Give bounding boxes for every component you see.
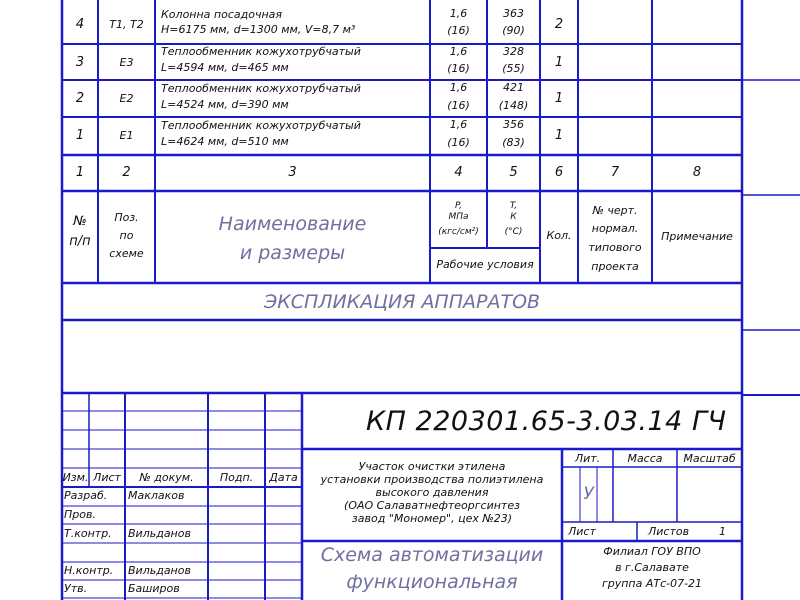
document-code: КП 220301.65-3.03.14 ГЧ: [366, 406, 727, 437]
stamp-person: Вильданов: [128, 564, 191, 577]
header-quantity: Кол.: [546, 229, 572, 242]
row-pressure: 1,6: [449, 118, 468, 131]
header-drawing: типового: [588, 241, 642, 254]
row-dims: L=4594 мм, d=465 мм: [161, 61, 289, 74]
stamp-role: Утв.: [64, 582, 88, 595]
stamp-col-date: Дата: [269, 471, 298, 484]
project-line: (ОАО Салаватнефтеоргсинтез: [344, 499, 520, 512]
header-num: п/п: [69, 234, 91, 249]
project-line: установки производства полиэтилена: [320, 473, 544, 486]
header-name: Наименование: [218, 213, 367, 235]
header-temperature: T,: [509, 201, 518, 211]
column-number: 6: [554, 165, 564, 180]
sheets-value: 1: [719, 525, 726, 538]
column-number: 2: [122, 165, 131, 180]
header-pressure: P,: [454, 201, 463, 211]
row-quantity: 1: [554, 91, 564, 106]
header-pressure: МПа: [448, 212, 469, 222]
header-position: по: [119, 229, 134, 242]
row-quantity: 1: [554, 55, 564, 70]
stamp-role: Разраб.: [64, 489, 108, 502]
row-pressure-kgf: (16): [447, 136, 470, 149]
header-temperature: К: [510, 212, 517, 222]
header-position: схеме: [109, 247, 144, 260]
organization: группа АТс-07-21: [601, 577, 703, 590]
drawing-title: Схема автоматизации: [320, 544, 544, 566]
organization: Филиал ГОУ ВПО: [603, 545, 701, 558]
lit-label: Лит.: [574, 452, 601, 465]
row-pressure: 1,6: [449, 7, 468, 20]
row-number: 2: [75, 91, 85, 106]
row-dims: L=4624 мм, d=510 мм: [161, 135, 289, 148]
scale-label: Масштаб: [683, 452, 736, 465]
header-drawing: № черт.: [592, 204, 638, 217]
header-num: №: [73, 214, 87, 229]
header-note: Примечание: [661, 230, 733, 243]
stamp-role: Пров.: [64, 508, 96, 521]
row-position: E3: [119, 56, 134, 69]
row-dims: H=6175 мм, d=1300 мм, V=8,7 м³: [161, 23, 356, 36]
sheet-label: Лист: [568, 525, 596, 538]
lit-value: У: [583, 484, 594, 504]
row-dims: L=4524 мм, d=390 мм: [161, 98, 289, 111]
row-name: Теплообменник кожухотрубчатый: [161, 119, 361, 132]
stamp-person: Баширов: [128, 582, 180, 595]
stamp-col-sign: Подп.: [219, 471, 254, 484]
row-pressure-kgf: (16): [447, 24, 470, 37]
project-line: высокого давления: [375, 486, 489, 499]
stamp-col-doc: № докум.: [139, 471, 194, 484]
row-position: E2: [119, 92, 134, 105]
row-name: Теплообменник кожухотрубчатый: [161, 82, 361, 95]
row-number: 4: [75, 17, 85, 32]
row-pressure-kgf: (16): [447, 62, 470, 75]
column-number: 1: [75, 165, 85, 180]
row-number: 1: [75, 128, 85, 143]
row-quantity: 2: [554, 17, 564, 32]
table-title: ЭКСПЛИКАЦИЯ АППАРАТОВ: [263, 291, 541, 313]
header-pressure: (кгс/см²): [438, 227, 479, 237]
stamp-role: Н.контр.: [64, 564, 114, 577]
header-position: Поз.: [114, 211, 139, 224]
drawing-title: функциональная: [346, 571, 518, 593]
sheets-label: Листов: [648, 525, 690, 538]
row-temperature-c: (83): [502, 136, 525, 149]
row-position: E1: [119, 129, 134, 142]
mass-label: Масса: [627, 452, 663, 465]
column-number: 8: [692, 165, 702, 180]
row-pressure-kgf: (16): [447, 99, 470, 112]
organization: в г.Салавате: [615, 561, 689, 574]
row-name: Колонна посадочная: [161, 8, 283, 21]
column-number: 4: [454, 165, 463, 180]
row-temperature: 363: [503, 7, 524, 20]
header-temperature: (°С): [504, 227, 523, 237]
stamp-person: Маклаков: [128, 489, 185, 502]
column-number: 7: [610, 165, 620, 180]
row-temperature-c: (55): [502, 62, 525, 75]
row-temperature: 356: [503, 118, 524, 131]
project-line: Участок очистки этилена: [358, 460, 506, 473]
row-temperature-c: (90): [502, 24, 525, 37]
row-name: Теплообменник кожухотрубчатый: [161, 45, 361, 58]
row-temperature: 421: [503, 81, 524, 94]
row-temperature-c: (148): [498, 99, 529, 112]
project-line: завод "Мономер", цех №23): [351, 512, 513, 525]
row-position: T1, T2: [109, 18, 144, 31]
stamp-col-izm: Изм.: [62, 471, 89, 484]
stamp-person: Вильданов: [128, 527, 191, 540]
header-drawing: нормал.: [591, 222, 639, 235]
header-name: и размеры: [239, 242, 346, 264]
row-temperature: 328: [503, 45, 524, 58]
stamp-role: Т.контр.: [64, 527, 112, 540]
column-number: 3: [288, 165, 297, 180]
row-quantity: 1: [554, 128, 564, 143]
row-pressure: 1,6: [449, 81, 468, 94]
stamp-col-list: Лист: [93, 471, 121, 484]
header-work-conditions: Рабочие условия: [436, 258, 534, 271]
header-drawing: проекта: [591, 260, 639, 273]
row-number: 3: [75, 55, 85, 70]
row-pressure: 1,6: [449, 45, 468, 58]
column-number: 5: [509, 165, 518, 180]
